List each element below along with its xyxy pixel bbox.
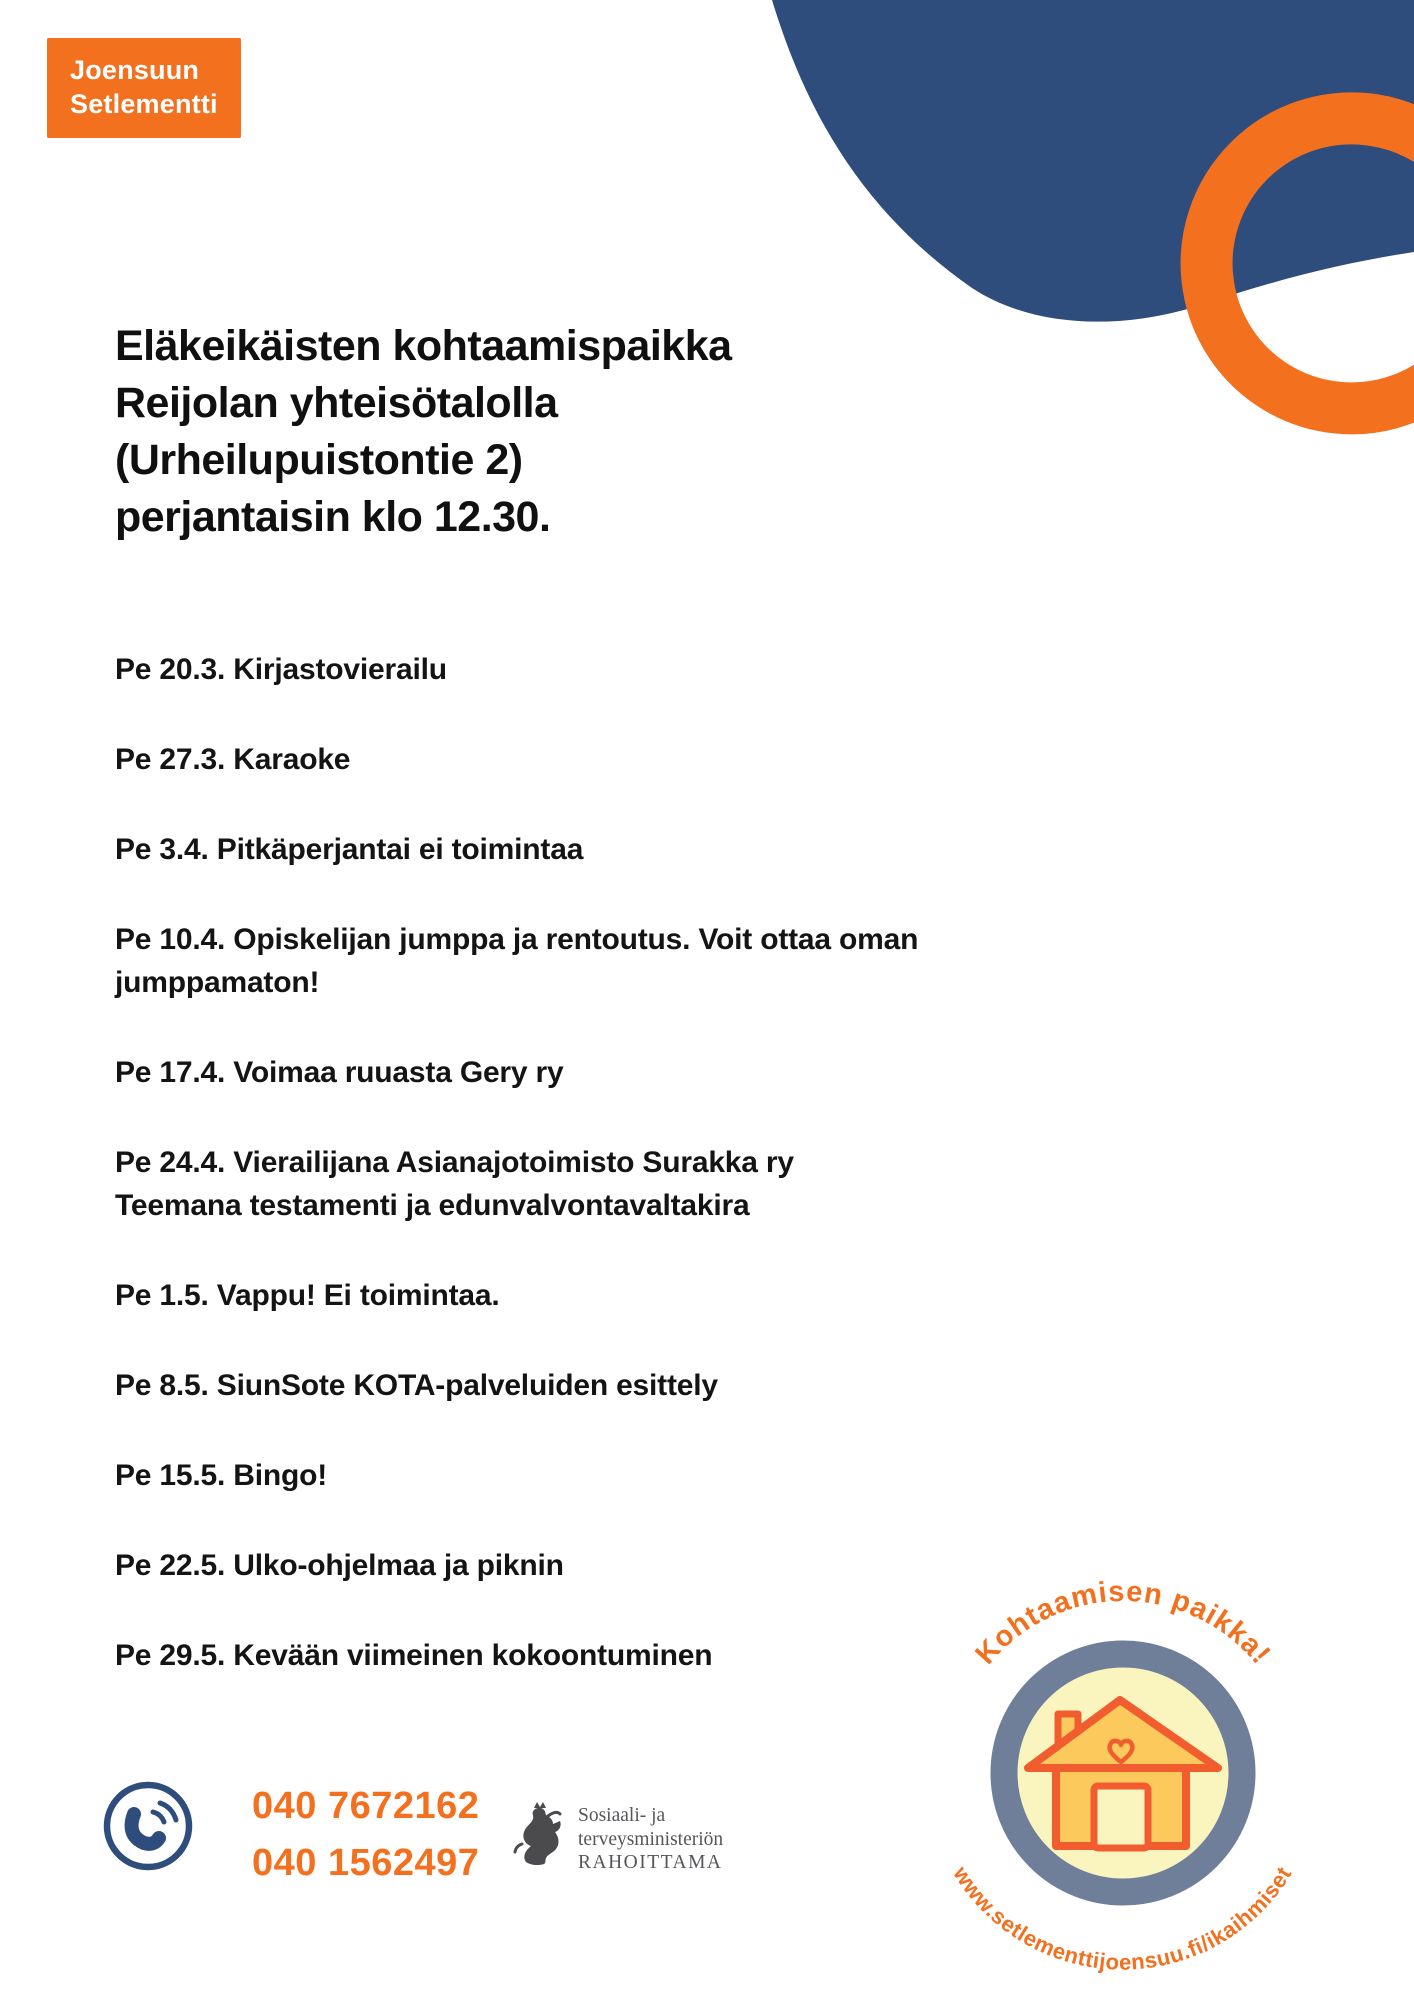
event-text: Pe 27.3. Karaoke — [115, 743, 351, 776]
event-text: Pe 15.5. Bingo! — [115, 1459, 328, 1492]
title-line-3: (Urheilupuistontie 2) — [115, 436, 523, 484]
funder-line-2: terveysministeriön — [578, 1828, 724, 1850]
poster-title — [115, 318, 975, 546]
title-line-4: perjantaisin klo 12.30. — [115, 493, 551, 541]
badge-url-text: www.setlementtijoensuu.fi/ikaihmiset — [948, 1861, 1297, 1975]
funder-text — [578, 1804, 723, 1875]
phone-number-1: 040 7672162 — [252, 1785, 480, 1827]
event-text: Pe 20.3. Kirjastovierailu — [115, 653, 447, 686]
phone-call-icon — [100, 1778, 196, 1874]
event-text: jumppamaton! — [115, 966, 320, 999]
event-item — [115, 738, 1015, 781]
event-item — [115, 1141, 1015, 1227]
contact-phone-numbers — [252, 1778, 479, 1892]
event-item — [115, 1051, 1015, 1094]
event-text: Pe 10.4. Opiskelijan jumppa ja rentoutus. Voit ottaa oman — [115, 923, 919, 956]
title-line-1: Eläkeikäisten kohtaamispaikka — [115, 322, 732, 370]
funder-logo-block — [512, 1798, 723, 1875]
logo-line-2: Setlementti — [70, 89, 218, 119]
funder-line-1: Sosiaali- ja — [578, 1805, 666, 1826]
event-schedule-list — [115, 648, 1015, 1724]
organization-logo — [47, 38, 241, 138]
blue-blob-decoration — [772, 0, 1414, 322]
funder-line-3: RAHOITTAMA — [578, 1852, 723, 1873]
event-item — [115, 918, 1015, 1004]
event-text: Pe 8.5. SiunSote KOTA-palveluiden esittely — [115, 1369, 718, 1402]
event-item — [115, 1274, 1015, 1317]
badge-top-text: Kohtaamisen paikka! — [969, 1575, 1277, 1671]
event-text: Pe 29.5. Kevään viimeinen kokoontuminen — [115, 1639, 713, 1672]
logo-line-1: Joensuun — [70, 55, 200, 85]
event-item — [115, 1634, 1015, 1677]
event-item — [115, 828, 1015, 871]
event-item — [115, 1454, 1015, 1497]
event-item — [115, 1364, 1015, 1407]
event-text: Teemana testamenti ja edunvalvontavaltakira — [115, 1189, 750, 1222]
title-line-2: Reijolan yhteisötalolla — [115, 379, 558, 427]
finland-lion-emblem — [512, 1798, 564, 1868]
phone-number-2: 040 1562497 — [252, 1842, 480, 1884]
event-text: Pe 3.4. Pitkäperjantai ei toimintaa — [115, 833, 584, 866]
event-item — [115, 1544, 1015, 1587]
event-text: Pe 22.5. Ulko-ohjelmaa ja piknin — [115, 1549, 564, 1582]
event-text: Pe 24.4. Vierailijana Asianajotoimisto Surakka ry — [115, 1146, 794, 1179]
event-item — [115, 648, 1015, 691]
event-text: Pe 1.5. Vappu! Ei toimintaa. — [115, 1279, 500, 1312]
event-text: Pe 17.4. Voimaa ruuasta Gery ry — [115, 1056, 564, 1089]
